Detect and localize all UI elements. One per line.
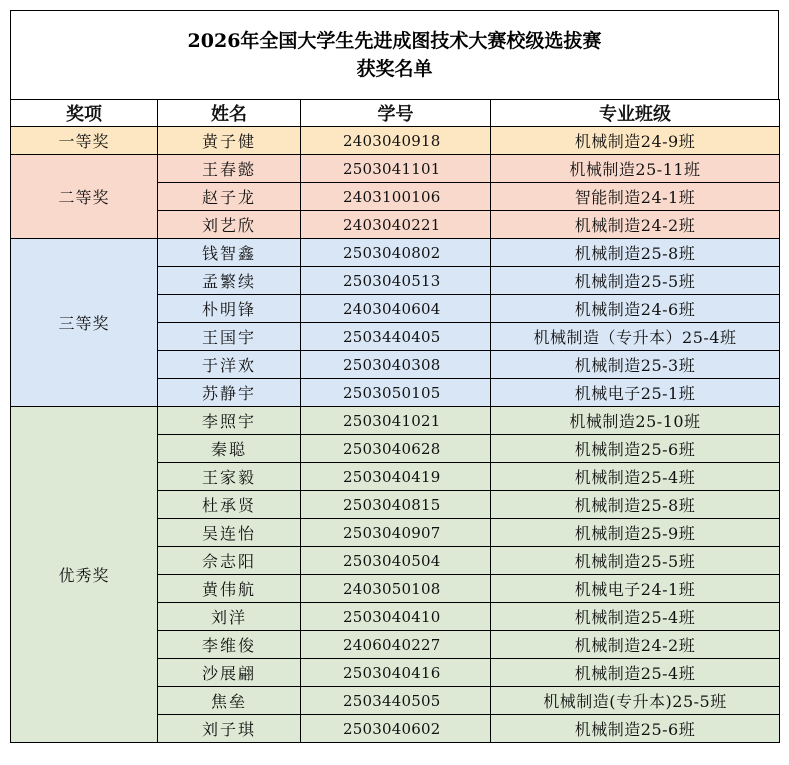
name-cell: 黄伟航	[158, 575, 301, 603]
student-id-cell: 2503040416	[301, 659, 491, 687]
student-id-cell: 2503040907	[301, 519, 491, 547]
student-id-cell: 2503440505	[301, 687, 491, 715]
header-major: 专业班级	[491, 100, 780, 127]
award-level-cell: 一等奖	[11, 127, 158, 155]
award-level-cell: 优秀奖	[11, 407, 158, 743]
table-row	[11, 127, 780, 155]
student-id-cell: 2403040604	[301, 295, 491, 323]
name-cell: 王国宇	[158, 323, 301, 351]
name-cell: 钱智鑫	[158, 239, 301, 267]
major-class-cell: 机械制造25-6班	[491, 715, 780, 743]
student-id-cell: 2403040918	[301, 127, 491, 155]
table-row	[11, 239, 780, 267]
major-class-cell: 机械制造25-9班	[491, 519, 780, 547]
major-class-cell: 机械制造25-3班	[491, 351, 780, 379]
award-table	[10, 99, 780, 743]
name-cell: 刘洋	[158, 603, 301, 631]
major-class-cell: 机械电子24-1班	[491, 575, 780, 603]
name-cell: 赵子龙	[158, 183, 301, 211]
major-class-cell: 机械制造24-9班	[491, 127, 780, 155]
name-cell: 于洋欢	[158, 351, 301, 379]
name-cell: 杜承贤	[158, 491, 301, 519]
name-cell: 孟繁续	[158, 267, 301, 295]
name-cell: 王家毅	[158, 463, 301, 491]
award-list-sheet	[10, 10, 779, 743]
major-class-cell: 机械制造24-2班	[491, 211, 780, 239]
name-cell: 沙展翩	[158, 659, 301, 687]
major-class-cell: 机械制造24-2班	[491, 631, 780, 659]
student-id-cell: 2503040628	[301, 435, 491, 463]
major-class-cell: 机械制造25-4班	[491, 659, 780, 687]
major-class-cell: 机械制造25-4班	[491, 463, 780, 491]
major-class-cell: 机械电子25-1班	[491, 379, 780, 407]
header-id: 学号	[301, 100, 491, 127]
name-cell: 佘志阳	[158, 547, 301, 575]
major-class-cell: 机械制造25-4班	[491, 603, 780, 631]
student-id-cell: 2503041021	[301, 407, 491, 435]
header-award: 奖项	[11, 100, 158, 127]
major-class-cell: 机械制造25-5班	[491, 267, 780, 295]
name-cell: 李照宇	[158, 407, 301, 435]
student-id-cell: 2403040221	[301, 211, 491, 239]
award-table-body	[11, 127, 780, 743]
student-id-cell: 2503040815	[301, 491, 491, 519]
title-line-1: 2026年全国大学生先进成图技术大赛校级选拔赛	[187, 30, 602, 52]
student-id-cell: 2503041101	[301, 155, 491, 183]
student-id-cell: 2503040802	[301, 239, 491, 267]
name-cell: 吴连怡	[158, 519, 301, 547]
major-class-cell: 机械制造25-8班	[491, 239, 780, 267]
name-cell: 黄子健	[158, 127, 301, 155]
award-level-cell: 二等奖	[11, 155, 158, 239]
major-class-cell: 机械制造24-6班	[491, 295, 780, 323]
student-id-cell: 2503040504	[301, 547, 491, 575]
name-cell: 刘艺欣	[158, 211, 301, 239]
student-id-cell: 2503040513	[301, 267, 491, 295]
major-class-cell: 智能制造24-1班	[491, 183, 780, 211]
student-id-cell: 2503440405	[301, 323, 491, 351]
major-class-cell: 机械制造25-6班	[491, 435, 780, 463]
name-cell: 王春懿	[158, 155, 301, 183]
student-id-cell: 2503040410	[301, 603, 491, 631]
student-id-cell: 2403100106	[301, 183, 491, 211]
name-cell: 焦垒	[158, 687, 301, 715]
header-name: 姓名	[158, 100, 301, 127]
name-cell: 刘子琪	[158, 715, 301, 743]
title-box	[10, 10, 779, 99]
name-cell: 苏静宇	[158, 379, 301, 407]
major-class-cell: 机械制造（专升本）25-4班	[491, 323, 780, 351]
student-id-cell: 2406040227	[301, 631, 491, 659]
name-cell: 李维俊	[158, 631, 301, 659]
header-row	[11, 100, 780, 127]
name-cell: 秦聪	[158, 435, 301, 463]
table-row	[11, 407, 780, 435]
title-line-2: 获奖名单	[356, 58, 433, 80]
student-id-cell: 2503040308	[301, 351, 491, 379]
student-id-cell: 2403050108	[301, 575, 491, 603]
student-id-cell: 2503040419	[301, 463, 491, 491]
student-id-cell: 2503040602	[301, 715, 491, 743]
major-class-cell: 机械制造25-5班	[491, 547, 780, 575]
name-cell: 朴明锋	[158, 295, 301, 323]
major-class-cell: 机械制造25-10班	[491, 407, 780, 435]
student-id-cell: 2503050105	[301, 379, 491, 407]
major-class-cell: 机械制造(专升本)25-5班	[491, 687, 780, 715]
major-class-cell: 机械制造25-11班	[491, 155, 780, 183]
major-class-cell: 机械制造25-8班	[491, 491, 780, 519]
table-row	[11, 155, 780, 183]
award-level-cell: 三等奖	[11, 239, 158, 407]
